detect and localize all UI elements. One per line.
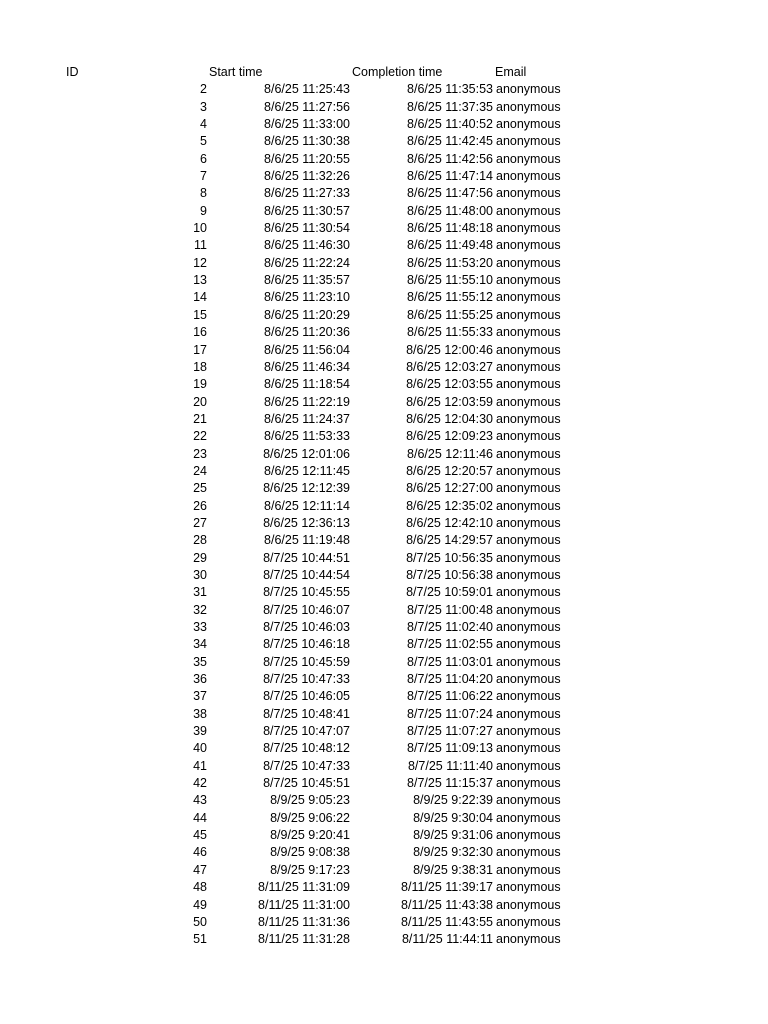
cell-id: 48 (193, 880, 207, 895)
cell-email: anonymous (496, 897, 561, 912)
cell-completion-time: 8/6/25 12:20:57 (406, 463, 493, 478)
cell-start-time: 8/11/25 11:31:09 (258, 880, 350, 895)
cell-email: anonymous (496, 463, 561, 478)
cell-id: 49 (193, 897, 207, 912)
cell-completion-time: 8/6/25 11:53:20 (407, 255, 493, 270)
table-row (0, 602, 768, 619)
cell-completion-time: 8/9/25 9:38:31 (413, 862, 493, 877)
cell-email: anonymous (496, 377, 561, 392)
cell-start-time: 8/11/25 11:31:00 (258, 897, 350, 912)
cell-start-time: 8/7/25 10:48:41 (263, 706, 350, 721)
cell-id: 21 (193, 411, 207, 426)
cell-start-time: 8/6/25 11:23:10 (264, 290, 350, 305)
cell-start-time: 8/6/25 12:12:39 (263, 481, 350, 496)
cell-id: 40 (193, 741, 207, 756)
cell-id: 31 (193, 585, 207, 600)
table-row (0, 116, 768, 133)
cell-start-time: 8/6/25 12:11:45 (264, 463, 350, 478)
cell-id: 18 (193, 359, 207, 374)
cell-completion-time: 8/9/25 9:30:04 (413, 810, 493, 825)
cell-start-time: 8/7/25 10:45:59 (263, 654, 350, 669)
table-row (0, 220, 768, 237)
cell-id: 43 (193, 793, 207, 808)
table-row (0, 775, 768, 792)
table-row (0, 376, 768, 393)
cell-email: anonymous (496, 932, 561, 947)
cell-completion-time: 8/6/25 11:47:56 (407, 186, 493, 201)
cell-email: anonymous (496, 169, 561, 184)
table-row (0, 844, 768, 861)
cell-start-time: 8/6/25 12:11:14 (264, 498, 350, 513)
cell-start-time: 8/6/25 12:01:06 (263, 446, 350, 461)
table-row (0, 914, 768, 931)
cell-email: anonymous (496, 914, 561, 929)
cell-email: anonymous (496, 134, 561, 149)
cell-id: 39 (193, 724, 207, 739)
cell-email: anonymous (496, 82, 561, 97)
table-row (0, 203, 768, 220)
cell-email: anonymous (496, 342, 561, 357)
cell-start-time: 8/9/25 9:06:22 (270, 810, 350, 825)
header-completion-time: Completion time (352, 65, 443, 79)
cell-email: anonymous (496, 99, 561, 114)
table-row (0, 185, 768, 202)
cell-start-time: 8/6/25 11:20:55 (264, 151, 350, 166)
table-row (0, 758, 768, 775)
cell-start-time: 8/6/25 11:25:43 (264, 82, 350, 97)
cell-completion-time: 8/9/25 9:32:30 (413, 845, 493, 860)
table-row (0, 827, 768, 844)
cell-start-time: 8/7/25 10:47:07 (263, 724, 350, 739)
cell-id: 36 (193, 672, 207, 687)
table-row (0, 394, 768, 411)
spreadsheet-table (0, 64, 768, 949)
table-row (0, 272, 768, 289)
table-row (0, 515, 768, 532)
cell-id: 38 (193, 706, 207, 721)
cell-completion-time: 8/7/25 10:56:38 (406, 567, 493, 582)
cell-id: 25 (193, 481, 207, 496)
cell-completion-time: 8/7/25 11:15:37 (407, 776, 493, 791)
cell-completion-time: 8/6/25 11:42:45 (407, 134, 493, 149)
cell-id: 45 (193, 828, 207, 843)
table-row (0, 706, 768, 723)
cell-start-time: 8/7/25 10:46:07 (263, 602, 350, 617)
cell-completion-time: 8/6/25 12:03:55 (406, 377, 493, 392)
cell-id: 13 (193, 273, 207, 288)
table-row (0, 307, 768, 324)
cell-email: anonymous (496, 810, 561, 825)
table-row (0, 688, 768, 705)
cell-id: 33 (193, 620, 207, 634)
table-row (0, 862, 768, 879)
cell-start-time: 8/6/25 11:30:54 (264, 221, 350, 236)
cell-start-time: 8/9/25 9:20:41 (270, 828, 350, 843)
cell-start-time: 8/7/25 10:44:51 (263, 550, 350, 565)
cell-start-time: 8/6/25 11:46:30 (264, 238, 350, 253)
cell-completion-time: 8/7/25 11:07:24 (407, 706, 493, 721)
cell-start-time: 8/6/25 11:33:00 (264, 117, 350, 132)
cell-completion-time: 8/7/25 11:11:40 (407, 758, 493, 773)
table-row (0, 740, 768, 757)
cell-email: anonymous (496, 533, 561, 548)
header-email: Email (495, 65, 527, 79)
cell-id: 9 (200, 203, 207, 218)
cell-email: anonymous (496, 706, 561, 721)
cell-id: 10 (193, 221, 207, 236)
cell-email: anonymous (496, 880, 561, 895)
cell-start-time: 8/6/25 11:53:33 (264, 429, 350, 444)
cell-start-time: 8/6/25 11:22:19 (264, 394, 350, 409)
cell-email: anonymous (496, 290, 561, 305)
cell-email: anonymous (496, 828, 561, 843)
table-row (0, 810, 768, 827)
cell-email: anonymous (496, 689, 561, 704)
cell-email: anonymous (496, 307, 561, 322)
cell-start-time: 8/7/25 10:45:55 (263, 585, 350, 600)
table-row (0, 463, 768, 480)
cell-id: 29 (193, 550, 207, 565)
cell-id: 37 (193, 689, 207, 704)
cell-completion-time: 8/6/25 11:55:12 (407, 290, 493, 305)
table-row (0, 636, 768, 653)
cell-id: 44 (193, 810, 207, 825)
cell-start-time: 8/6/25 11:32:26 (264, 169, 350, 184)
cell-completion-time: 8/7/25 11:07:27 (407, 724, 493, 739)
cell-completion-time: 8/9/25 9:22:39 (413, 793, 493, 808)
cell-completion-time: 8/6/25 11:47:14 (407, 169, 493, 184)
cell-completion-time: 8/6/25 11:48:18 (407, 221, 493, 236)
cell-start-time: 8/7/25 10:45:51 (263, 776, 350, 791)
cell-email: anonymous (496, 724, 561, 739)
cell-email: anonymous (496, 359, 561, 374)
cell-completion-time: 8/6/25 12:04:30 (406, 411, 493, 426)
cell-id: 42 (193, 776, 207, 791)
cell-completion-time: 8/6/25 11:42:56 (407, 151, 493, 166)
cell-completion-time: 8/7/25 11:09:13 (407, 741, 493, 756)
cell-email: anonymous (496, 394, 561, 409)
cell-start-time: 8/7/25 10:48:12 (263, 741, 350, 756)
cell-completion-time: 8/7/25 11:03:01 (407, 654, 493, 669)
cell-completion-time: 8/6/25 12:27:00 (406, 481, 493, 496)
cell-email: anonymous (496, 255, 561, 270)
cell-completion-time: 8/6/25 11:49:48 (407, 238, 493, 253)
cell-id: 34 (193, 637, 207, 652)
table-row (0, 428, 768, 445)
cell-start-time: 8/6/25 12:36:13 (263, 515, 350, 530)
cell-id: 17 (193, 342, 207, 357)
header-start-time: Start time (209, 65, 263, 79)
cell-completion-time: 8/11/25 11:43:55 (401, 914, 493, 929)
cell-start-time: 8/9/25 9:05:23 (270, 793, 350, 808)
table-row (0, 237, 768, 254)
table-row (0, 324, 768, 341)
cell-start-time: 8/6/25 11:27:33 (264, 186, 350, 201)
cell-email: anonymous (496, 117, 561, 132)
header-id: ID (66, 65, 79, 79)
cell-completion-time: 8/6/25 11:48:00 (407, 203, 493, 218)
cell-id: 3 (200, 99, 207, 114)
cell-id: 46 (193, 845, 207, 860)
cell-completion-time: 8/7/25 11:04:20 (407, 672, 493, 687)
cell-email: anonymous (496, 654, 561, 669)
cell-id: 4 (200, 117, 207, 132)
cell-completion-time: 8/6/25 11:37:35 (407, 99, 493, 114)
cell-completion-time: 8/9/25 9:31:06 (413, 828, 493, 843)
cell-id: 51 (193, 932, 207, 947)
cell-id: 14 (193, 290, 207, 305)
cell-completion-time: 8/7/25 11:02:55 (407, 637, 493, 652)
cell-email: anonymous (496, 515, 561, 530)
cell-completion-time: 8/6/25 11:40:52 (407, 117, 493, 132)
table-row (0, 550, 768, 567)
table-row (0, 584, 768, 601)
cell-completion-time: 8/7/25 10:59:01 (406, 585, 493, 600)
cell-completion-time: 8/6/25 12:09:23 (406, 429, 493, 444)
cell-id: 5 (200, 134, 207, 149)
cell-email: anonymous (496, 585, 561, 600)
cell-email: anonymous (496, 481, 561, 496)
cell-start-time: 8/11/25 11:31:36 (258, 914, 350, 929)
table-row (0, 498, 768, 515)
cell-completion-time: 8/6/25 12:11:46 (407, 446, 493, 461)
table-row (0, 532, 768, 549)
cell-completion-time: 8/7/25 11:06:22 (407, 689, 493, 704)
cell-id: 28 (193, 533, 207, 548)
cell-email: anonymous (496, 776, 561, 791)
table-row (0, 654, 768, 671)
cell-completion-time: 8/6/25 11:55:25 (407, 307, 493, 322)
cell-completion-time: 8/6/25 12:35:02 (406, 498, 493, 513)
cell-email: anonymous (496, 151, 561, 166)
cell-completion-time: 8/7/25 10:56:35 (406, 550, 493, 565)
cell-id: 27 (193, 515, 207, 530)
cell-completion-time: 8/11/25 11:43:38 (401, 897, 493, 912)
cell-start-time: 8/7/25 10:47:33 (263, 672, 350, 687)
table-row (0, 671, 768, 688)
cell-email: anonymous (496, 741, 561, 756)
cell-start-time: 8/6/25 11:56:04 (264, 342, 350, 357)
cell-id: 26 (193, 498, 207, 513)
cell-id: 32 (193, 602, 207, 617)
cell-completion-time: 8/6/25 11:35:53 (407, 82, 493, 97)
cell-id: 22 (193, 429, 207, 444)
cell-id: 30 (193, 567, 207, 582)
cell-id: 12 (193, 255, 207, 270)
cell-email: anonymous (496, 238, 561, 253)
cell-start-time: 8/11/25 11:31:28 (258, 932, 350, 947)
cell-completion-time: 8/7/25 11:02:40 (407, 620, 493, 634)
cell-id: 41 (193, 758, 207, 773)
cell-start-time: 8/7/25 10:44:54 (263, 567, 350, 582)
cell-id: 47 (193, 862, 207, 877)
cell-start-time: 8/6/25 11:30:38 (264, 134, 350, 149)
cell-email: anonymous (496, 203, 561, 218)
cell-email: anonymous (496, 498, 561, 513)
table-row (0, 411, 768, 428)
table-row (0, 99, 768, 116)
cell-start-time: 8/6/25 11:18:54 (264, 377, 350, 392)
cell-start-time: 8/9/25 9:08:38 (270, 845, 350, 860)
cell-start-time: 8/6/25 11:27:56 (264, 99, 350, 114)
cell-email: anonymous (496, 429, 561, 444)
cell-start-time: 8/7/25 10:46:03 (263, 620, 350, 634)
cell-id: 7 (200, 169, 207, 184)
table-row (0, 480, 768, 497)
cell-id: 8 (200, 186, 207, 201)
table-row (0, 151, 768, 168)
cell-start-time: 8/7/25 10:47:33 (263, 758, 350, 773)
cell-email: anonymous (496, 325, 561, 340)
cell-email: anonymous (496, 550, 561, 565)
table-row (0, 792, 768, 809)
cell-id: 11 (194, 238, 207, 253)
cell-email: anonymous (496, 620, 561, 634)
cell-start-time: 8/7/25 10:46:05 (263, 689, 350, 704)
cell-completion-time: 8/6/25 11:55:33 (407, 325, 493, 340)
cell-email: anonymous (496, 602, 561, 617)
cell-id: 19 (193, 377, 207, 392)
cell-completion-time: 8/6/25 12:42:10 (406, 515, 493, 530)
cell-completion-time: 8/6/25 12:03:59 (406, 394, 493, 409)
table-row (0, 133, 768, 150)
table-row (0, 289, 768, 306)
cell-email: anonymous (496, 567, 561, 582)
cell-email: anonymous (496, 758, 561, 773)
cell-start-time: 8/9/25 9:17:23 (270, 862, 350, 877)
cell-start-time: 8/6/25 11:35:57 (264, 273, 350, 288)
cell-completion-time: 8/6/25 11:55:10 (407, 273, 493, 288)
cell-start-time: 8/6/25 11:22:24 (264, 255, 350, 270)
table-row (0, 931, 768, 948)
cell-email: anonymous (496, 793, 561, 808)
table-row (0, 81, 768, 98)
table-row (0, 879, 768, 896)
table-row (0, 897, 768, 914)
cell-email: anonymous (496, 637, 561, 652)
cell-email: anonymous (496, 672, 561, 687)
cell-email: anonymous (496, 186, 561, 201)
table-row (0, 255, 768, 272)
cell-start-time: 8/7/25 10:46:18 (263, 637, 350, 652)
cell-id: 24 (193, 463, 207, 478)
cell-email: anonymous (496, 221, 561, 236)
cell-id: 16 (193, 325, 207, 340)
cell-completion-time: 8/7/25 11:00:48 (407, 602, 493, 617)
cell-start-time: 8/6/25 11:19:48 (264, 533, 350, 548)
table-body (0, 81, 768, 948)
cell-start-time: 8/6/25 11:20:29 (264, 307, 350, 322)
cell-id: 6 (200, 151, 207, 166)
cell-completion-time: 8/6/25 12:00:46 (406, 342, 493, 357)
cell-email: anonymous (496, 862, 561, 877)
cell-completion-time: 8/6/25 12:03:27 (406, 359, 493, 374)
table-row (0, 446, 768, 463)
table-row (0, 723, 768, 740)
table-row (0, 619, 768, 636)
cell-email: anonymous (496, 411, 561, 426)
cell-email: anonymous (496, 273, 561, 288)
header-row (0, 64, 768, 81)
cell-id: 20 (193, 394, 207, 409)
cell-id: 2 (200, 82, 207, 97)
cell-start-time: 8/6/25 11:30:57 (264, 203, 350, 218)
table-row (0, 359, 768, 376)
cell-email: anonymous (496, 845, 561, 860)
cell-completion-time: 8/6/25 14:29:57 (406, 533, 493, 548)
cell-completion-time: 8/11/25 11:39:17 (401, 880, 493, 895)
cell-id: 15 (193, 307, 207, 322)
table-row (0, 342, 768, 359)
cell-start-time: 8/6/25 11:20:36 (264, 325, 350, 340)
cell-id: 50 (193, 914, 207, 929)
cell-start-time: 8/6/25 11:24:37 (264, 411, 350, 426)
cell-id: 35 (193, 654, 207, 669)
table-row (0, 567, 768, 584)
cell-email: anonymous (496, 446, 561, 461)
cell-id: 23 (193, 446, 207, 461)
cell-completion-time: 8/11/25 11:44:11 (401, 932, 493, 947)
cell-start-time: 8/6/25 11:46:34 (264, 359, 350, 374)
table-row (0, 168, 768, 185)
